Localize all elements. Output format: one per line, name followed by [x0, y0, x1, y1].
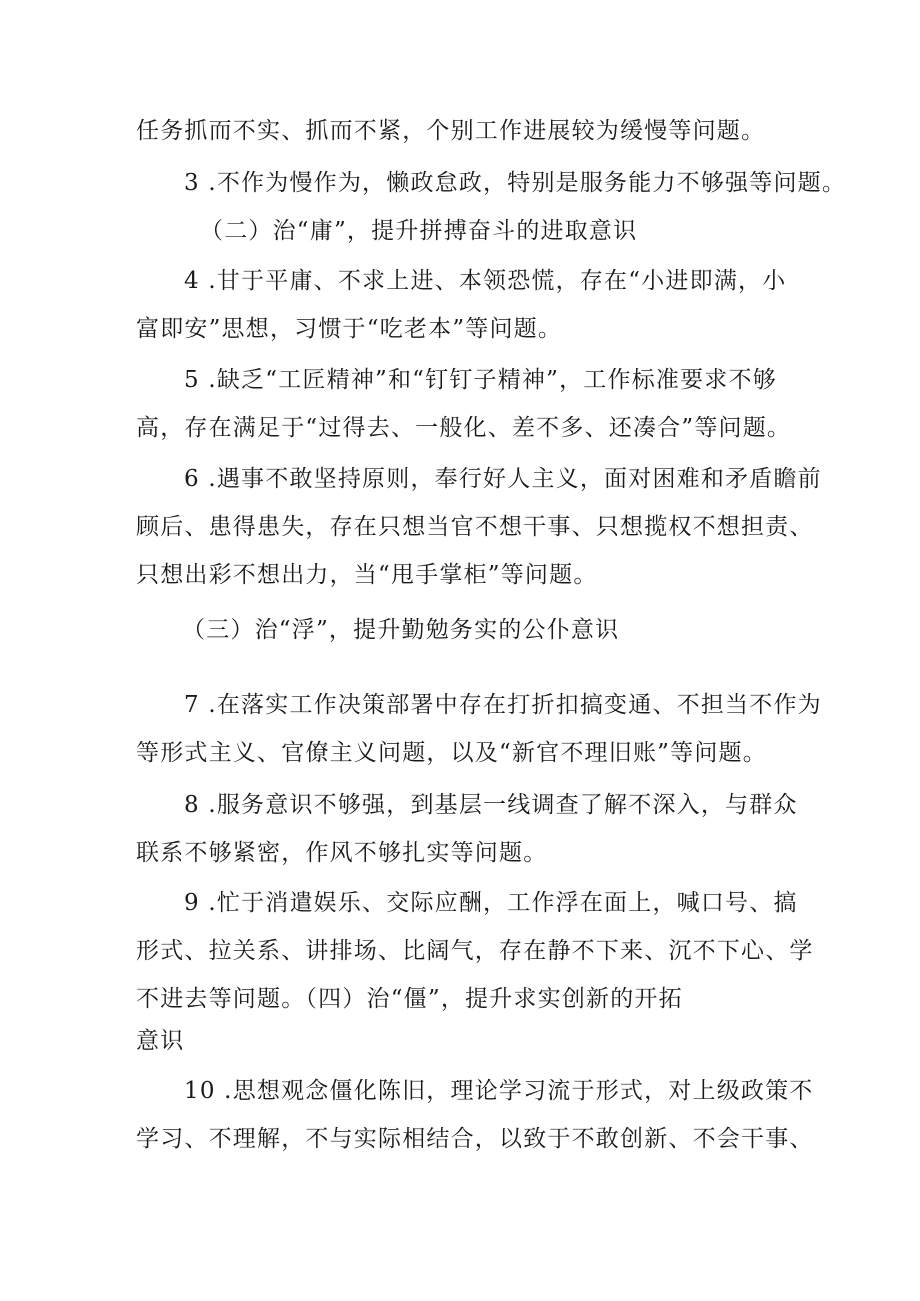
section-heading-2: （二）治“庸”，提升拼搏奋斗的进取意识	[200, 218, 638, 244]
paragraph-line: 高，存在满足于“过得去、一般化、差不多、还凑合”等问题。	[136, 415, 792, 441]
section-heading-3: （三）治“浮”，提升勤勉务实的公仆意识	[182, 617, 620, 643]
paragraph-line: 联系不够紧密，作风不够扎实等问题。	[136, 840, 548, 866]
paragraph-line: 学习、不理解，不与实际相结合，以致于不敢创新、不会干事、	[136, 1126, 814, 1152]
paragraph-line: 形式、拉关系、讲排场、比阔气，存在静不下来、沉不下心、学	[136, 938, 814, 964]
list-item-6: 6 .遇事不敢坚持原则，奉行好人主义，面对困难和矛盾瞻前	[184, 466, 822, 492]
list-item-4: 4 .甘于平庸、不求上进、本领恐慌，存在“小进即满，小	[184, 268, 787, 294]
list-item-3: 3 .不作为慢作为，懒政怠政，特别是服务能力不够强等问题。	[184, 170, 847, 196]
paragraph-line: 只想出彩不想出力，当“甩手掌柜”等问题。	[136, 562, 598, 588]
list-item-9: 9 .忙于消遣娱乐、交际应酬，工作浮在面上，喊口号、搞	[184, 890, 798, 916]
paragraph-line: 意识	[136, 1028, 185, 1054]
list-item-5: 5 .缺乏“工匠精神”和“钉钉子精神”，工作标准要求不够	[184, 367, 777, 393]
paragraph-line: 不进去等问题。（四）治“僵”，提升求实创新的开拓	[136, 986, 683, 1012]
paragraph-line: 等形式主义、官僚主义问题，以及“新官不理旧账”等问题。	[136, 740, 767, 766]
paragraph-line: 富即安”思想，习惯于“吃老本”等问题。	[136, 316, 563, 342]
list-item-7: 7 .在落实工作决策部署中存在打折扣搞变通、不担当不作为	[184, 692, 822, 718]
list-item-8: 8 .服务意识不够强，到基层一线调查了解不深入，与群众	[184, 792, 798, 818]
list-item-10: 10 .思想观念僵化陈旧，理论学习流于形式，对上级政策不	[184, 1078, 814, 1104]
paragraph-line: 任务抓而不实、抓而不紧，个别工作进展较为缓慢等问题。	[136, 118, 766, 144]
paragraph-line: 顾后、患得患失，存在只想当官不想干事、只想揽权不想担责、	[136, 514, 814, 540]
